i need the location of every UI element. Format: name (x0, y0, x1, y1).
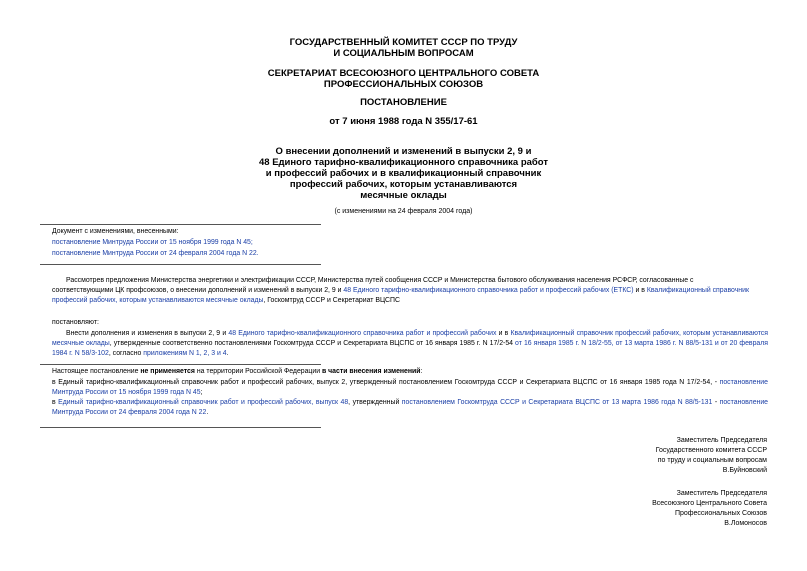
sig1-name: В.Буйновский (722, 467, 767, 474)
subject-line3: и профессий рабочих и в квалификационный справочник (265, 168, 542, 179)
divider-changes-bottom (40, 264, 321, 265)
qual-handbook-monthly-link[interactable]: Квалификационный справочник профессий рабочих, которым устанавливаются месячные оклады (52, 330, 768, 347)
signature-block-1 (656, 436, 767, 476)
resolution-1986-link[interactable]: постановлением Госкомтруда СССР и Секретариата ВЦСПС от 13 марта 1986 года N 88/5-131 (401, 399, 713, 406)
resolve-word: постановляют: (52, 319, 99, 326)
change-link-1999[interactable]: постановление Минтруда России от 15 ноября 1999 года N 45; (52, 239, 253, 246)
preamble-line3 (52, 296, 400, 306)
subject-line5: месячные оклады (360, 190, 447, 201)
org1-line1: ГОСУДАРСТВЕННЫЙ КОМИТЕТ СССР ПО ТРУДУ (289, 37, 518, 48)
preamble-text-b: и в (633, 287, 647, 294)
notice-item2-e: - (712, 399, 718, 406)
doc-type: ПОСТАНОВЛЕНИЕ (360, 97, 447, 108)
divider-notice-bottom (40, 427, 321, 428)
sig2-org2: Профессиональных Союзов (674, 510, 767, 517)
org2-line2: ПРОФЕССИОНАЛЬНЫХ СОЮЗОВ (323, 79, 484, 90)
sig2-org1: Всесоюзного Центрального Совета (652, 500, 767, 507)
decision-paragraph (52, 329, 768, 358)
org2-line1: СЕКРЕТАРИАТ ВСЕСОЮЗНОГО ЦЕНТРАЛЬНОГО СОВЕТА (267, 68, 540, 79)
notice-line (52, 367, 422, 377)
decision-text-a: Внести дополнения и изменения в выпуски 2, 9 и (66, 330, 229, 337)
notice-item2-link[interactable]: постановление Минтруда России от 24 февраля 2004 года N 22 (52, 399, 769, 416)
notice-item2-c: , утвержденный (348, 399, 402, 406)
notice-item1-end: ; (200, 388, 203, 396)
notice-item2-a: в (52, 399, 59, 406)
appendices-link[interactable]: приложениям N 1, 2, 3 и 4 (143, 349, 227, 357)
qual-handbook-link-cont[interactable]: профессий рабочих, которым устанавливаются месячные оклады (52, 297, 264, 304)
divider-notice-top (40, 364, 321, 365)
sig2-position: Заместитель Председателя (676, 490, 767, 497)
notice-item-2 (52, 398, 768, 418)
amend-note: (с изменениями на 24 февраля 2004 года) (334, 208, 473, 215)
notice-text-b: на территории Российской Федерации (194, 368, 322, 375)
preamble-text-c: , Госкомтруд СССР и Секретариат ВЦСПС (263, 297, 400, 304)
preamble-line1: Рассмотрев предложения Министерства энергетики и электрификации СССР, Министерства путей сообщения СССР и Министерства бытового обслуживания населения РСФСР, согласованные с (66, 277, 694, 284)
notice-item1-text: в Единый тарифно-квалификационный справочник работ и профессий рабочих, выпуск 2, утвержденный постановлением Госкомтруда СССР и Секретариата ВЦСПС от 16 января 1985 года N 17/2-54, - (52, 379, 717, 386)
sig2-name: В.Ломоносов (724, 520, 767, 527)
decision-text-b: и в (496, 330, 511, 337)
notice-part: в части внесения изменений (322, 368, 421, 375)
subject-line1: О внесении дополнений и изменений в выпуски 2, 9 и (275, 146, 532, 157)
sig1-org1: Государственного комитета СССР (655, 447, 767, 454)
org1-line2: И СОЦИАЛЬНЫМ ВОПРОСАМ (333, 48, 474, 59)
sig1-org2: по труду и социальным вопросам (657, 457, 767, 464)
doc-date-number: от 7 июня 1988 года N 355/17-61 (329, 116, 478, 127)
resolutions-link[interactable]: от 16 января 1985 г. N 18/2-55, от 13 марта 1986 г. N 88/5-131 и от 20 февраля 1984 г. N 58/3-102 (52, 339, 768, 357)
signature-block-2 (652, 489, 767, 529)
change-link-2004[interactable]: постановление Минтруда России от 24 февраля 2004 года N 22. (52, 250, 259, 257)
notice-colon: : (420, 368, 423, 375)
etks-48-link-2[interactable]: Единый тарифно-квалификационный справочник работ и профессий рабочих, выпуск 48 (58, 399, 349, 406)
changes-intro: Документ с изменениями, внесенными: (52, 228, 179, 235)
subject-line2: 48 Единого тарифно-квалификационного справочника работ (258, 157, 548, 168)
notice-item2-end: . (206, 408, 209, 416)
decision-text-d: , согласно (108, 349, 144, 357)
preamble-line2 (52, 286, 749, 296)
qual-handbook-link[interactable]: Квалификационный справочник (646, 287, 749, 294)
etks-link[interactable]: 48 Единого тарифно-квалификационного справочника работ и профессий рабочих (ЕТКС) (343, 287, 634, 294)
subject-line4: профессий рабочих, которым устанавливаются (289, 179, 518, 190)
preamble-text-a: соответствующими ЦК профсоюзов, о внесении дополнений и изменений в выпуски 2, 9 и (52, 287, 344, 294)
decision-text-c: , утвержденные соответственно постановлениями Госкомтруда СССР и Секретариата ВЦСПС от 16 января 1985 г. N 17/2-54 (109, 339, 516, 347)
notice-item-1 (52, 378, 768, 398)
notice-not-applied: не применяется (140, 368, 195, 375)
etks-48-link[interactable]: 48 Единого тарифно-квалификационного справочника работ и профессий рабочих (228, 330, 497, 337)
notice-item1-link[interactable]: постановление Минтруда России от 15 ноября 1999 года N 45 (52, 379, 768, 396)
notice-text-a: Настоящее постановление (52, 368, 141, 375)
sig1-position: Заместитель Председателя (676, 437, 767, 444)
divider-top (40, 224, 321, 225)
decision-text-e: . (226, 349, 229, 357)
